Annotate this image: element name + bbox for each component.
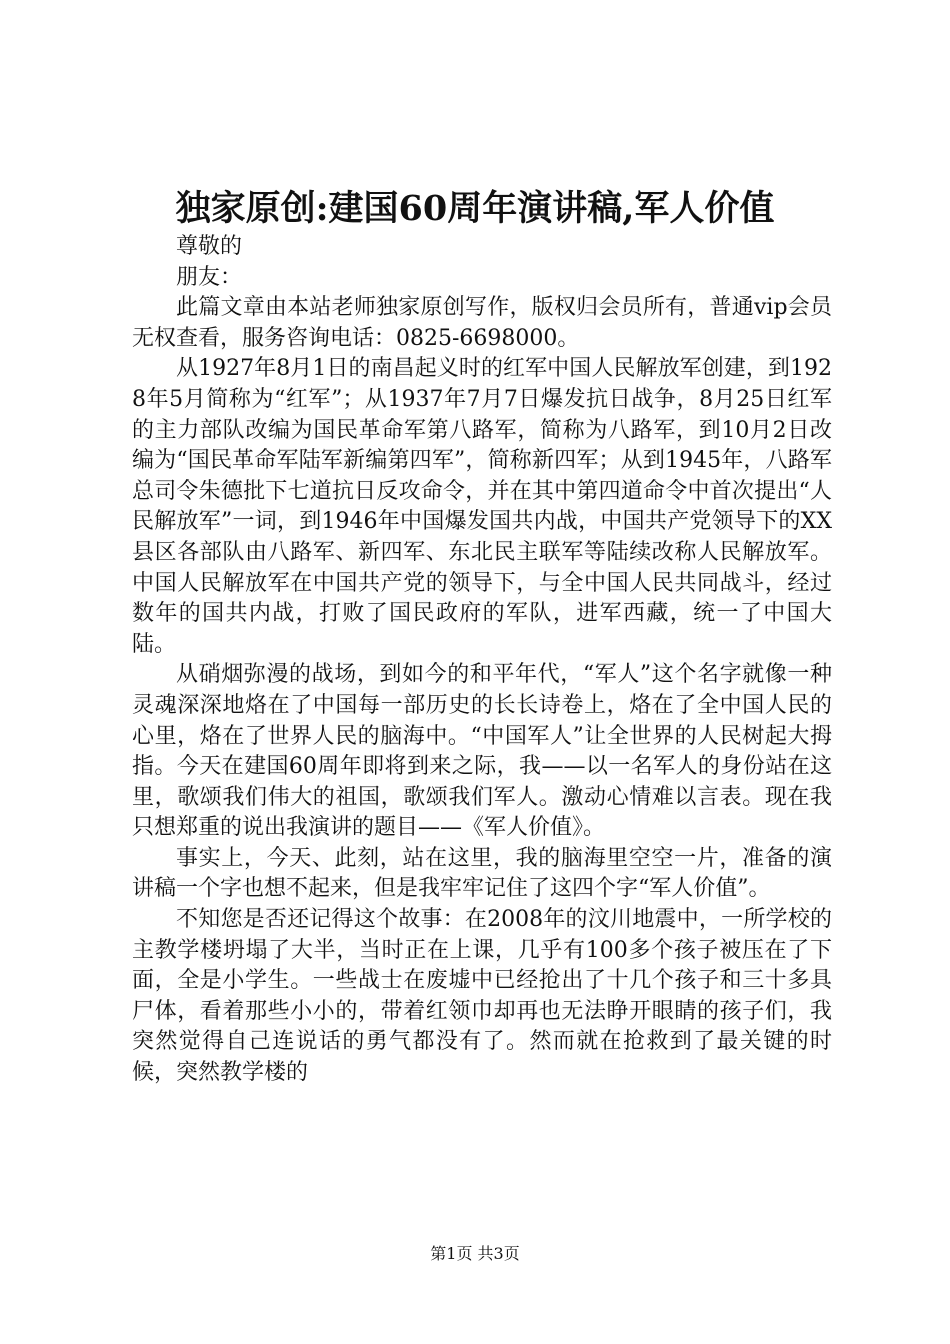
paragraph-memory: 事实上，今天、此刻，站在这里，我的脑海里空空一片，准备的演讲稿一个字也想不起来，但是我牢牢记住了这四个字“军人价值”。: [132, 845, 832, 902]
paragraph-soldier-name: 从硝烟弥漫的战场，到如今的和平年代，“军人”这个名字就像一种灵魂深深地烙在了中国每一部历史的长长诗卷上，烙在了全中国人民的心里，烙在了世界人民的脑海中。“中国军人”让全世界的人民树起大拇指。今天在建国60周年即将到来之际，我——以一名军人的身份站在这里，歌颂我们伟大的祖国，歌颂我们军人。激动心情难以言表。现在我只想郑重的说出我演讲的题目——《军人价值》。: [132, 662, 832, 841]
paragraph-salutation-1: 尊敬的: [176, 234, 243, 259]
document-body: [132, 232, 832, 1089]
paragraph-earthquake-story: 不知您是否还记得这个故事：在2008年的汶川地震中，一所学校的主教学楼坍塌了大半，当时正在上课，几乎有100多个孩子被压在了下面，全是小学生。一些战士在废墟中已经抢出了十几个孩子和三十多具尸体，看着那些小小的，带着红领巾却再也无法睁开眼睛的孩子们，我突然觉得自己连说话的勇气都没有了。然而就在抢救到了最关键的时候，突然教学楼的: [132, 907, 832, 1086]
document-title: 独家原创:建国60周年演讲稿,军人价值: [175, 188, 775, 229]
paragraph-copyright-notice: 此篇文章由本站老师独家原创写作，版权归会员所有，普通vip会员无权查看，服务咨询电话：0825-6698000。: [132, 295, 832, 351]
paragraph-salutation-2: 朋友：: [176, 264, 243, 290]
page-number-footer: 第1页 共3页: [430, 1244, 520, 1263]
paragraph-history: 从1927年8月1日的南昌起义时的红军中国人民解放军创建，到1928年5月简称为“红军”；从1937年7月7日爆发抗日战争，8月25日红军的主力部队改编为国民革命军第八路军，简称为八路军，到10月2日改编为“国民革命军陆军新编第四军”，简称新四军；从到1945年，八路军总司令朱德批下七道抗日反攻命令，并在其中第四道命令中首次提出“人民解放军”一词，到1946年中国爆发国共内战，中国共产党领导下的XX县区各部队由八路军、新四军、东北民主联军等陆续改称人民解放军。中国人民解放军在中国共产党的领导下，与全中国人民共同战斗，经过数年的国共内战，打败了国民政府的军队，进军西藏，统一了中国大陆。: [132, 356, 832, 657]
